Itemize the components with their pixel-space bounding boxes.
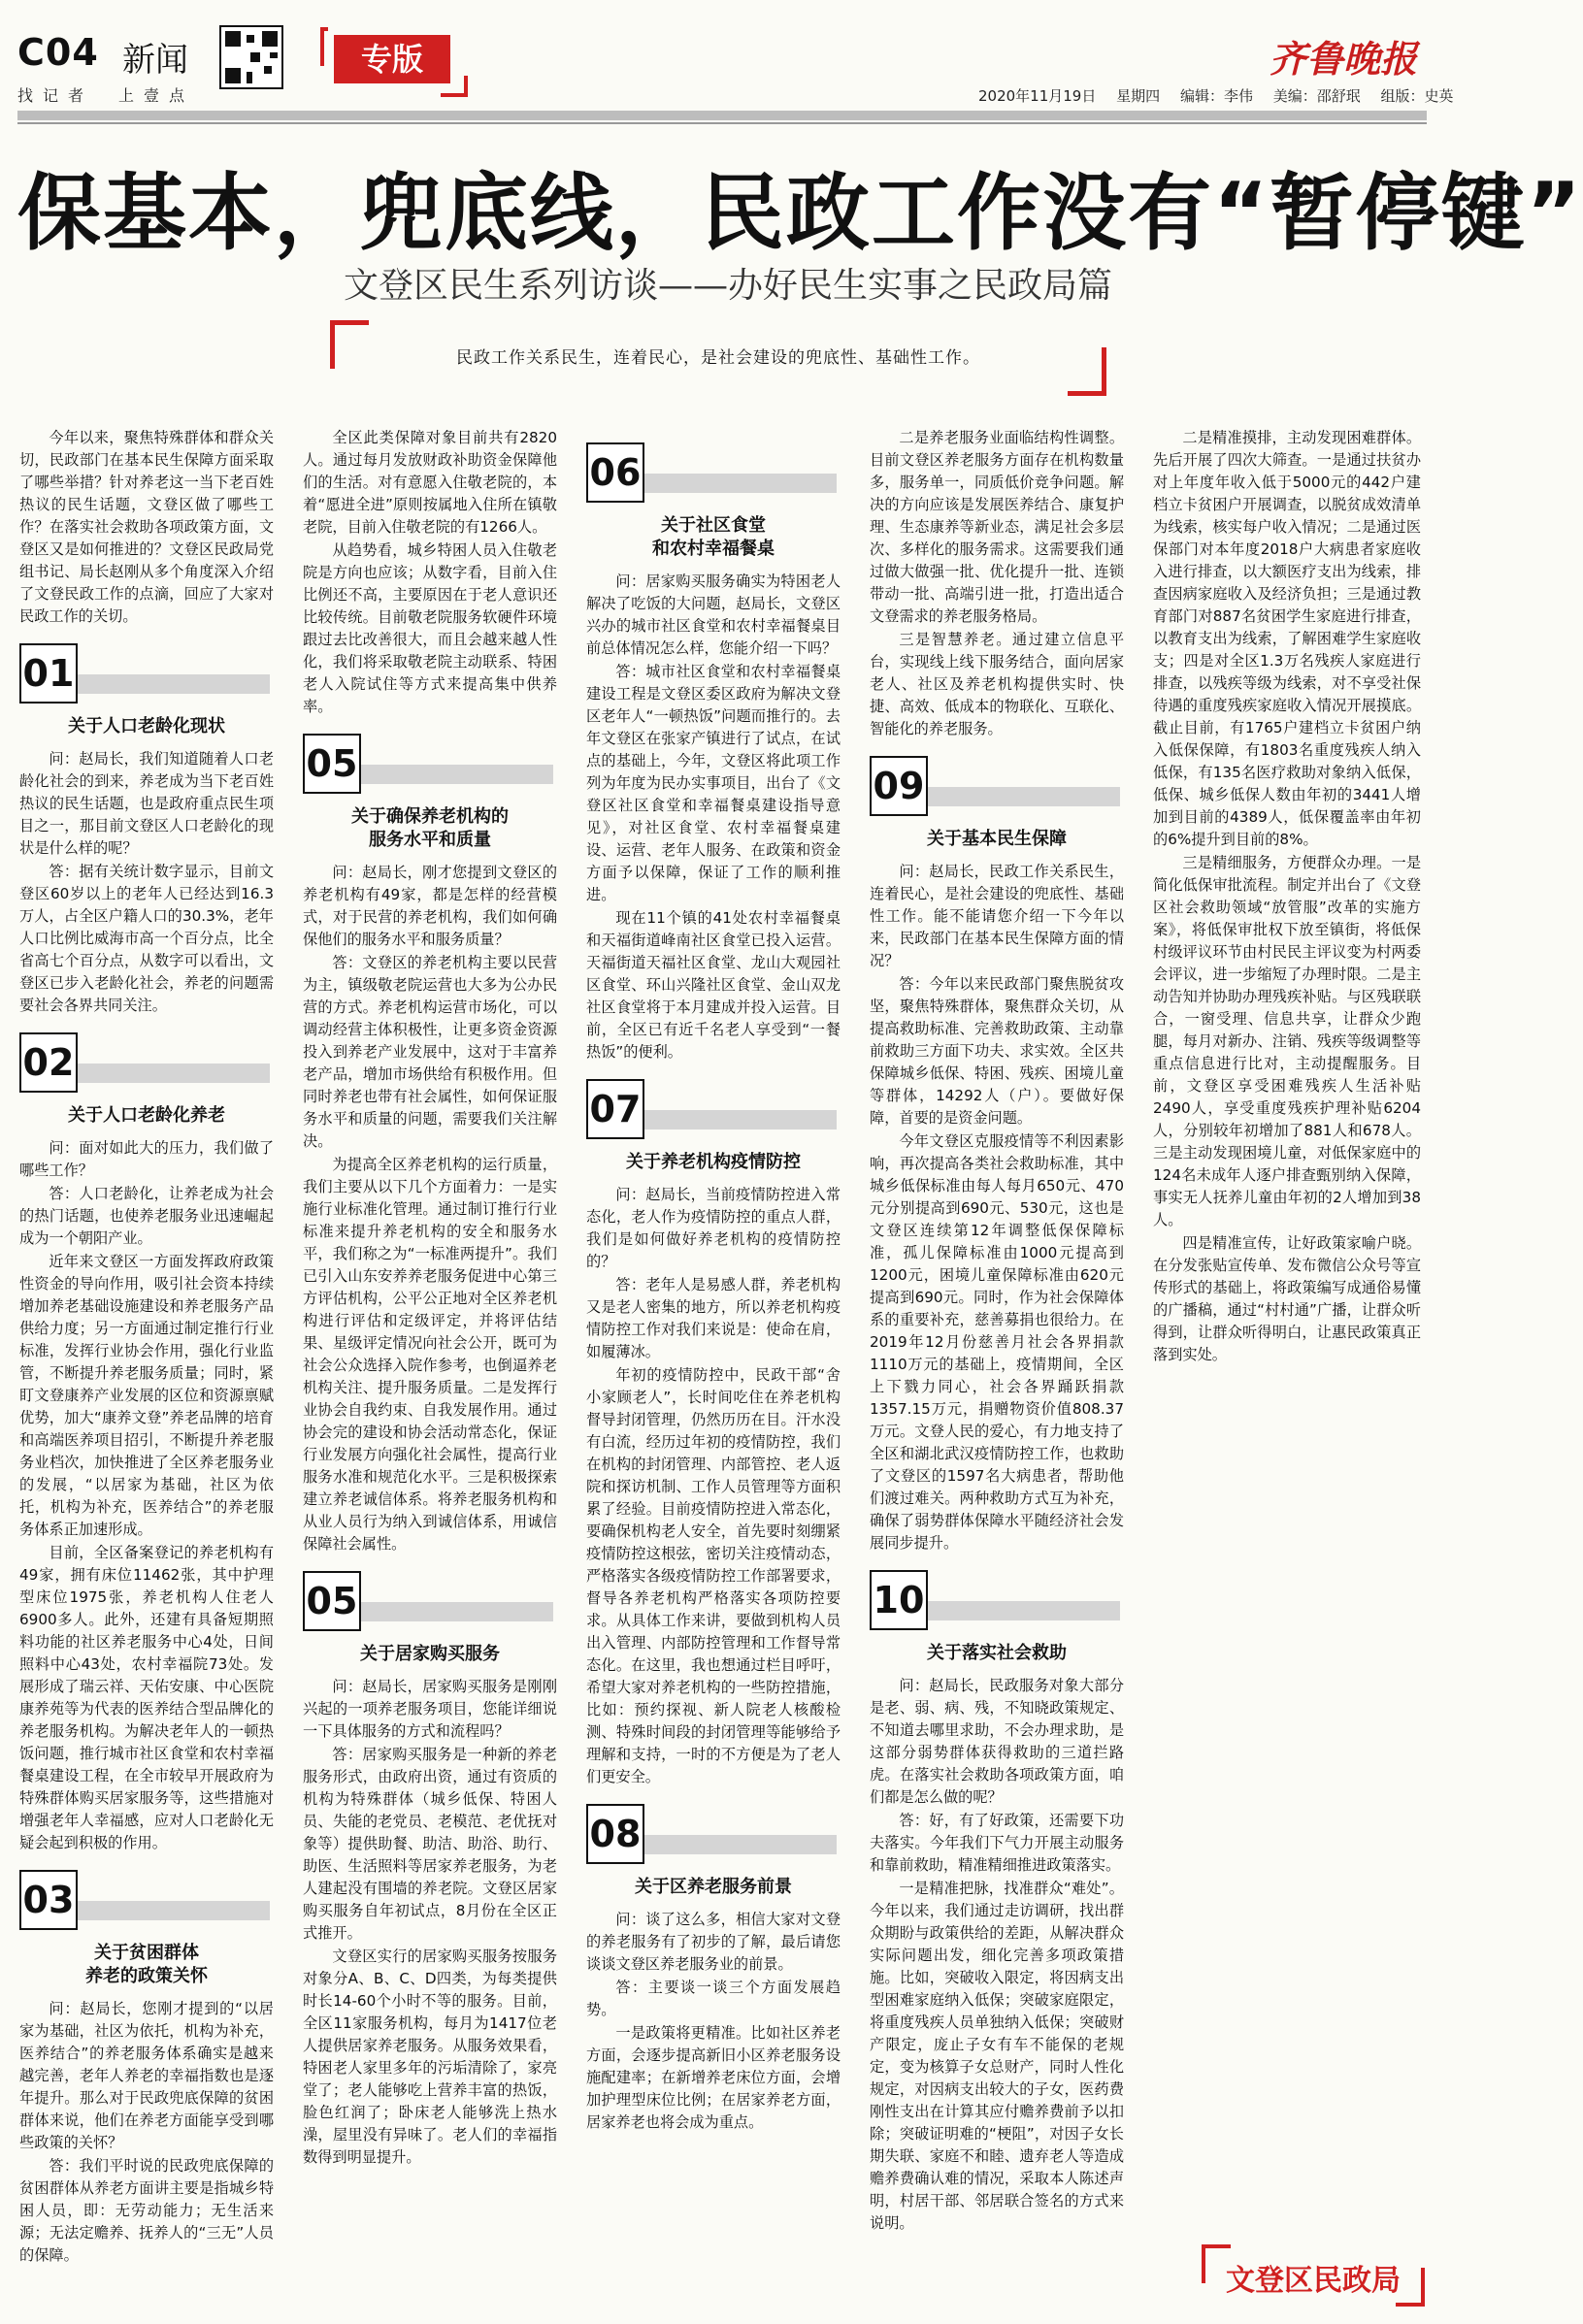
section-title: 关于居家购买服务 (360, 1644, 500, 1664)
subheadline: 文登区民生系列访谈——办好民生实事之民政局篇 (343, 266, 1112, 306)
article-paragraph: 问：赵局长，刚才您提到文登区的养老机构有49家，都是怎样的经营模式，对于民营的养老机构，我们如何确保他们的服务水平和服务质量？ (303, 864, 557, 948)
lead-box (330, 320, 1106, 396)
article-paragraph: 答：好，有了好政策，还需要下功夫落实。今年我们下气力开展主动服务和靠前救助，精准精细推进政策落实。 (870, 1812, 1124, 1874)
page-code: C04 (17, 31, 99, 74)
article-paragraph: 文登区实行的居家购买服务按服务对象分A、B、C、D四类，为每类提供时长14-60个小时不等的服务。目前，全区11家服务机构，每月为1417位老人提供居家养老服务。从服务效果看，特困老人家里多年的污垢清除了，家亮堂了；老人能够吃上营养丰富的热饭，脸色红润了；卧床老人能够洗上热水澡，屋里没有异味了。老人们的幸福指数得到明显提升。 (303, 1948, 557, 2166)
article-paragraph: 今年文登区克服疫情等不利因素影响，再次提高各类社会救助标准，其中城乡低保标准由每人每月650元、470元分别提高到690元、530元，这也是文登区连续第12年调整低保保障标准，孤儿保障标准由1000元提高到1200元，困境儿童保障标准由620元提高到690元。同时，作为社会保障体系的重要补充，慈善募捐也很给力。在2019年12月份慈善月社会各界捐款1110万元的基础上，疫情期间，全区上下戮力同心，社会各界踊跃捐款1357.15万元，捐赠物资价值808.37万元。文登人民的爱心，有力地支持了全区和湖北武汉疫情防控工作，也救助了文登区的1597名大病患者，帮助他们渡过难关。两种救助方式互为补充，确保了弱势群体保障水平随经济社会发展同步提升。 (870, 1132, 1124, 1552)
column-2 (303, 427, 557, 2170)
article-paragraph: 三是精细服务，方便群众办理。一是简化低保审批流程。制定并出台了《文登区社会救助领域“放管服”改革的实施方案》，将低保审批权下放至镇街，将低保村级评议环节由村民民主评议变为村两委会评议，进一步缩短了办理时限。二是主动告知并协助办理残疾补贴。与区残联联合，一窗受理、信息共享，让群众少跑腿，每月对新办、注销、残疾等级调整等重点信息进行比对，主动提醒服务。目前，文登区享受困难残疾人生活补贴2490人，享受重度残疾护理补贴6204人，分别较年初增加了881人和678人。三是主动发现困境儿童，对低保家庭中的124名未成年人逐户排查甄别纳入保障，事实无人抚养儿童由年初的2人增加到38人。 (1153, 854, 1421, 1228)
section-title: 关于养老机构疫情防控 (626, 1152, 801, 1172)
section-number: 08 (586, 1804, 644, 1864)
article-paragraph: 问：居家购买服务确实为特困老人解决了吃饭的大问题，赵局长，文登区兴办的城市社区食堂和农村幸福餐桌目前总体情况怎么样，您能介绍一下吗？ (586, 573, 841, 657)
header-rule (17, 111, 1427, 120)
section-number-block (870, 756, 1124, 851)
section-number: 05 (303, 734, 361, 794)
dateline (978, 85, 1469, 106)
article-paragraph: 问：赵局长，居家购买服务是刚刚兴起的一项养老服务项目，您能详细说一下具体服务的方式和流程吗？ (303, 1678, 557, 1740)
layout-credit: 组版：史英 (1380, 87, 1454, 105)
article-paragraph: 一是精准把脉，找准群众“难处”。今年以来，我们通过走访调研，找出群众期盼与政策供给的差距，从解决群众实际问题出发，细化完善多项政策措施。比如，突破收入限定，将因病支出型困难家庭纳入低保；突破家庭限定，将重度残疾人员单独纳入低保；突破财产限定，庞止子女有车不能保的老规定，变为核算子女总财产，同时人性化规定，对因病支出较大的子女，医药费刚性支出在计算其应付赡养费前予以扣除；突破证明难的“梗阻”，对因子女长期失联、家庭不和睦、遗弃老人等造成赡养费确认难的情况，采取本人陈述声明，村居干部、邻居联合签名的方式来说明。 (870, 1880, 1124, 2232)
article-paragraph: 三是智慧养老。通过建立信息平台，实现线上线下服务结合，面向居家老人、社区及养老机构提供实时、快捷、高效、低成本的物联化、互联化、智能化的养老服务。 (870, 631, 1124, 737)
article-paragraph: 问：赵局长，民政工作关系民生，连着民心，是社会建设的兜底性、基础性工作。能不能请您介绍一下今年以来，民政部门在基本民生保障方面的情况？ (870, 863, 1124, 969)
article-paragraph: 年初的疫情防控中，民政干部“舍小家顾老人”，长时间吃住在养老机构督导封闭管理，仍然历历在目。汗水没有白流，经历过年初的疫情防控，我们在机构的封闭管理、内部管控、老人返院和探访机制、工作人员管理等方面积累了经验。目前疫情防控进入常态化，要确保机构老人安全，首先要时刻绷紧疫情防控这根弦，密切关注疫情动态，严格落实各级疫情防控工作部署要求，督导各养老机构严格落实各项防控要求。从具体工作来讲，要做到机构人员出入管理、内部防控管理和工作督导常态化。在这里，我也想通过栏目呼吁，希望大家对养老机构的一些防控措施，比如：预约探视、新人院老人核酸检测、特殊时间段的封闭管理等能够给予理解和支持，一时的不方便是为了老人们更安全。 (586, 1366, 841, 1785)
article-paragraph: 现在11个镇的41处农村幸福餐桌和天福街道峰南社区食堂已投入运营。天福街道天福社区食堂、龙山大观园社区食堂、环山兴隆社区食堂、金山双龙社区食堂将于本月建成并投入运营。目前，全区已有近千名老人享受到“一餐热饭”的便利。 (586, 909, 841, 1061)
article-paragraph: 答：主要谈一谈三个方面发展趋势。 (586, 1979, 841, 2018)
article-paragraph: 二是养老服务业面临结构性调整。目前文登区养老服务方面存在机构数量多，服务单一，同质低价竞争问题。解决的方向应该是发展医养结合、康复护理、生态康养等新业态，满足社会多层次、多样化的服务需求。这需要我们通过做大做强一批、优化提升一批、连锁带动一批、高端引进一批，打造出适合文登需求的养老服务格局。 (870, 429, 1124, 625)
article-paragraph: 问：赵局长，当前疫情防控进入常态化，老人作为疫情防控的重点人群，我们是如何做好养老机构的疫情防控的？ (586, 1186, 841, 1270)
article-paragraph: 问：赵局长，您刚才提到的“以居家为基础，社区为依托，机构为补充，医养结合”的养老服务体系确实是越来越完善，老年人养老的幸福指数也是逐年提升。那么对于民政兜底保障的贫困群体来说，他们在养老方面能享受到哪些政策的关怀？ (19, 2000, 274, 2151)
section-bar (928, 1601, 1120, 1620)
article-paragraph: 答：人口老龄化，让养老成为社会的热门话题，也使养老服务业迅速崛起成为一个朝阳产业。 (19, 1185, 274, 1247)
article-paragraph: 问：面对如此大的压力，我们做了哪些工作？ (19, 1139, 274, 1179)
section-bar (928, 787, 1120, 806)
section-bar (644, 1835, 837, 1854)
section-bar (361, 765, 553, 784)
section-number-block (303, 734, 557, 852)
lead-text: 民政工作关系民生，连着民心，是社会建设的兜底性、基础性工作。 (456, 348, 980, 368)
department-signature (1202, 2244, 1425, 2307)
section-number: 02 (19, 1032, 78, 1093)
article-paragraph: 答：老年人是易感人群，养老机构又是老人密集的地方，所以养老机构疫情防控工作对我们来说是：使命在肩，如履薄冰。 (586, 1276, 841, 1360)
section-number-block (586, 442, 841, 561)
section-title: 关于区养老服务前景 (635, 1877, 792, 1897)
date: 2020年11月19日 (978, 87, 1097, 105)
headline: 保基本，兜底线，民政工作没有“暂停键” (17, 165, 1583, 262)
section-number: 09 (870, 756, 928, 816)
article-paragraph: 问：谈了这么多，相信大家对文登的养老服务有了初步的了解，最后请您谈谈文登区养老服务业的前景。 (586, 1911, 841, 1973)
department-name: 文登区民政局 (1226, 2264, 1401, 2298)
section-bar (644, 1110, 837, 1129)
article-paragraph: 全区此类保障对象目前共有2820人。通过每月发放财政补助资金保障他们的生活。对有意愿入住敬老院的，本着“愿进全进”原则按属地入住所在镇敬老院，目前入住敬老院的有1266人。 (303, 429, 557, 536)
section-number-block (303, 1571, 557, 1666)
newspaper-logo: 齐鲁晚报 (1269, 37, 1417, 81)
article-paragraph: 答：今年以来民政部门聚焦脱贫攻坚，聚焦特殊群体，聚焦群众关切，从提高救助标准、完善救助政策、主动靠前救助三方面下功夫、求实效。全区共保障城乡低保、特困、残疾、困境儿童等群体，14292人（户）。要做好保障，首要的是资金问题。 (870, 975, 1124, 1127)
article-paragraph: 一是政策将更精准。比如社区养老方面，会逐步提高新旧小区养老服务设施配建率；在新增养老床位方面，会增加护理型床位比例；在居家养老方面，居家养老也将会成为重点。 (586, 2024, 841, 2131)
section-title: 关于贫困群体 养老的政策关怀 (85, 1943, 208, 1986)
shangyidian-label: 上壹点 (118, 86, 195, 105)
section-bar (78, 674, 270, 694)
section-number-block (19, 1032, 274, 1128)
article-paragraph: 目前，全区备案登记的养老机构有49家，拥有床位11462张，其中护理型床位1975张，养老机构人住老人6900多人。此外，还建有具备短期照料功能的社区养老服务中心4处，日间照料中心43处，农村幸福院73处。发展形成了瑞云祥、天佑安康、中心医院康养苑等为代表的医养结合型品牌化的养老服务机构。为解决老年人的一顿热饭问题，推行城市社区食堂和农村幸福餐桌建设工程，在全市较早开展政府为特殊群体购买居家服务等，这些措施对增强老年人幸福感，应对人口老龄化无疑会起到积极的作用。 (19, 1544, 274, 1851)
designer: 美编：邵舒珉 (1272, 87, 1361, 105)
article-paragraph: 为提高全区养老机构的运行质量，我们主要从以下几个方面着力：一是实施行业标准化管理。通过制订推行行业标准来提升养老机构的安全和服务水平，我们称之为“一标准两提升”。我们已引入山东安养养老服务促进中心第三方评估机构，公平公正地对全区养老机构进行评估和定级评定，并将评估结果、星级评定情况向社会公开，既可为社会公众选择入院作参考，也倒逼养老机构关注、提升服务质量。二是发挥行业协会自我约束、自我发展作用。通过协会完的建设和协会活动常态化，保证行业发展方向强化社会属性，提高行业服务水准和规范化水平。三是积极探索建立养老诚信体系。将养老服务机构和从业人员行为纳入到诚信体系，用诚信保障社会属性。 (303, 1156, 557, 1553)
article-paragraph: 从趋势看，城乡特困人员入住敬老院是方向也应该；从数字看，目前入住比例还不高，主要原因在于老人意识还比较传统。目前敬老院服务软硬件环境跟过去比改善很大，而且会越来越人性化，我们将采取敬老院主动联系、特困老人入院试住等方式来提高集中供养率。 (303, 541, 557, 715)
article-paragraph: 答：我们平时说的民政兜底保障的贫困群体从养老方面讲主要是指城乡特困人员，即：无劳动能力；无生活来源；无法定赡养、抚养人的“三无”人员的保障。 (19, 2157, 274, 2264)
section-title: 关于确保养老机构的 服务水平和质量 (351, 806, 509, 850)
editor: 编辑：李伟 (1179, 87, 1253, 105)
weekday: 星期四 (1116, 87, 1161, 105)
section-bar (644, 474, 837, 493)
column-4 (870, 427, 1124, 2236)
column-3 (586, 427, 841, 2135)
qr-code-icon[interactable] (219, 25, 283, 89)
article-paragraph: 四是精准宣传，让好政策家喻户晓。在分发张贴宣传单、发布微信公众号等宣传形式的基础上，将政策编写成通俗易懂的广播稿，通过“村村通”广播，让群众听得到，让群众听得明白，让惠民政策真正落到实处。 (1153, 1234, 1421, 1363)
section-number: 10 (870, 1570, 928, 1630)
article-paragraph: 近年来文登区一方面发挥政府政策性资金的导向作用，吸引社会资本持续增加养老基础设施建设和养老服务产品供给力度；另一方面通过制定推行行业标准，发挥行业协会作用，强化行业监管，不断提升养老服务质量；同时，紧盯文登康养产业发展的区位和资源禀赋优势，加大“康养文登”养老品牌的培育和高端医养项目招引，不断提升养老服务业档次，加快推进了全区养老服务业的发展，“以居家为基础，社区为依托，机构为补充，医养结合”的养老服务体系正加速形成。 (19, 1253, 274, 1538)
section-number: 05 (303, 1571, 361, 1631)
section-number: 03 (19, 1870, 78, 1930)
section-number: 06 (586, 442, 644, 503)
section-title: 关于社区食堂 和农村幸福餐桌 (652, 515, 775, 559)
article-paragraph: 问：赵局长，民政服务对象大部分是老、弱、病、残，不知晓政策规定、不知道去哪里求助，不会办理求助，是这部分弱势群体获得救助的三道拦路虎。在落实社会救助各项政策方面，咱们都是怎么做的呢？ (870, 1677, 1124, 1806)
section-number: 01 (19, 643, 78, 704)
section-bar (78, 1064, 270, 1083)
article-paragraph: 答：文登区的养老机构主要以民营为主，镇级敬老院运营也大多为公办民营的方式。养老机构运营市场化，可以调动经营主体积极性，让更多资金资源投入到养老产业发展中，这对于丰富养老产品，增加市场供给有积极作用。但同时养老也带有社会属性，如何保证服务水平和质量的问题，需要我们关注解决。 (303, 954, 557, 1150)
section-bar (78, 1901, 270, 1920)
intro-paragraph: 今年以来，聚焦特殊群体和群众关切，民政部门在基本民生保障方面采取了哪些举措？针对养老这一当下老百姓热议的民生话题，文登区做了哪些工作？在落实社会救助各项政策方面，文登区又是如何推进的？文登区民政局党组书记、局长赵刚从多个角度深入介绍了文登民政工作的点滴，回应了大家对民政工作的关切。 (19, 429, 274, 625)
column-1 (19, 427, 274, 2268)
section-bar (361, 1602, 553, 1621)
section-number-block (586, 1804, 841, 1899)
section-number-block (19, 643, 274, 738)
header-rule-thin (17, 122, 1427, 124)
column-5 (1153, 427, 1421, 1367)
section-title: 关于人口老龄化现状 (68, 716, 225, 736)
article-paragraph: 问：赵局长，我们知道随着人口老龄化社会的到来，养老成为当下老百姓热议的民生话题，也是政府重点民生项目之一，那目前文登区人口老龄化的现状是什么样的呢？ (19, 750, 274, 857)
section-number-block (19, 1870, 274, 1988)
section-number: 07 (586, 1079, 644, 1139)
section-number-block (586, 1079, 841, 1174)
section-title: 关于人口老龄化养老 (68, 1105, 225, 1126)
section-title: 关于落实社会救助 (927, 1643, 1067, 1663)
article-paragraph: 答：据有关统计数字显示，目前文登区60岁以上的老年人已经达到16.3万人，占全区户籍人口的30.3%，老年人口比例比威海市高一个百分点，比全省高七个百分点，从数字可以看出，文登区已步入老龄化社会，养老的问题需要社会各界共同关注。 (19, 863, 274, 1014)
section-number-block (870, 1570, 1124, 1665)
masthead: C04 新闻 找记者 上壹点 专版 齐鲁晚报 2020年11月19日 星期四 编辑：李伟 美编：邵舒珉 组版：史英 (17, 21, 1427, 111)
section-name: 新闻 (122, 41, 188, 80)
find-reporter-label: 找记者 (17, 86, 94, 105)
article-paragraph: 二是精准摸排，主动发现困难群体。先后开展了四次大筛查。一是通过扶贫办对上年度年收入低于5000元的442户建档立卡贫困户开展调查，以脱贫成效清单为线索，核实每户收入情况；二是通过医保部门对本年度2018户大病患者家庭收入进行排查，以大额医疗支出为线索，排查因病家庭收入及经济负担；三是通过教育部门对887名贫困学生家庭进行排查，以教育支出为线索，了解困难学生家庭收支；四是对全区1.3万名残疾人家庭进行排查，以残疾等级为线索，对不享受社保待遇的重度残疾家庭收入情况开展摸底。截止目前，有1765户建档立卡贫困户纳入低保保障，有1803名重度残疾人纳入低保，有135名医疗救助对象纳入低保，低保、城乡低保人数由年初的3441人增加到目前的4389人，低保覆盖率由年初的6%提升到目前的8%。 (1153, 429, 1421, 848)
article-paragraph: 答：城市社区食堂和农村幸福餐桌建设工程是文登区委区政府为解决文登区老年人“一顿热饭”问题而推行的。去年文登区在张家产镇进行了试点，在试点的基础上，今年，文登区将此项工作列为年度为民办实事项目，出台了《文登区社区食堂和幸福餐桌建设指导意见》，对社区食堂、农村幸福餐桌建设、运营、老年人服务、在政策和资金方面予以保障，保证了工作的顺利推进。 (586, 663, 841, 903)
section-title: 关于基本民生保障 (927, 829, 1067, 849)
article-paragraph: 答：居家购买服务是一种新的养老服务形式，由政府出资，通过有资质的机构为特殊群体（城乡低保、特困人员、失能的老党员、老模范、老优抚对象等）提供助餐、助洁、助浴、助行、助医、生活照料等居家养老服务，为老人建起没有围墙的养老院。文登区居家购买服务自年初试点，8月份在全区正式推开。 (303, 1746, 557, 1942)
